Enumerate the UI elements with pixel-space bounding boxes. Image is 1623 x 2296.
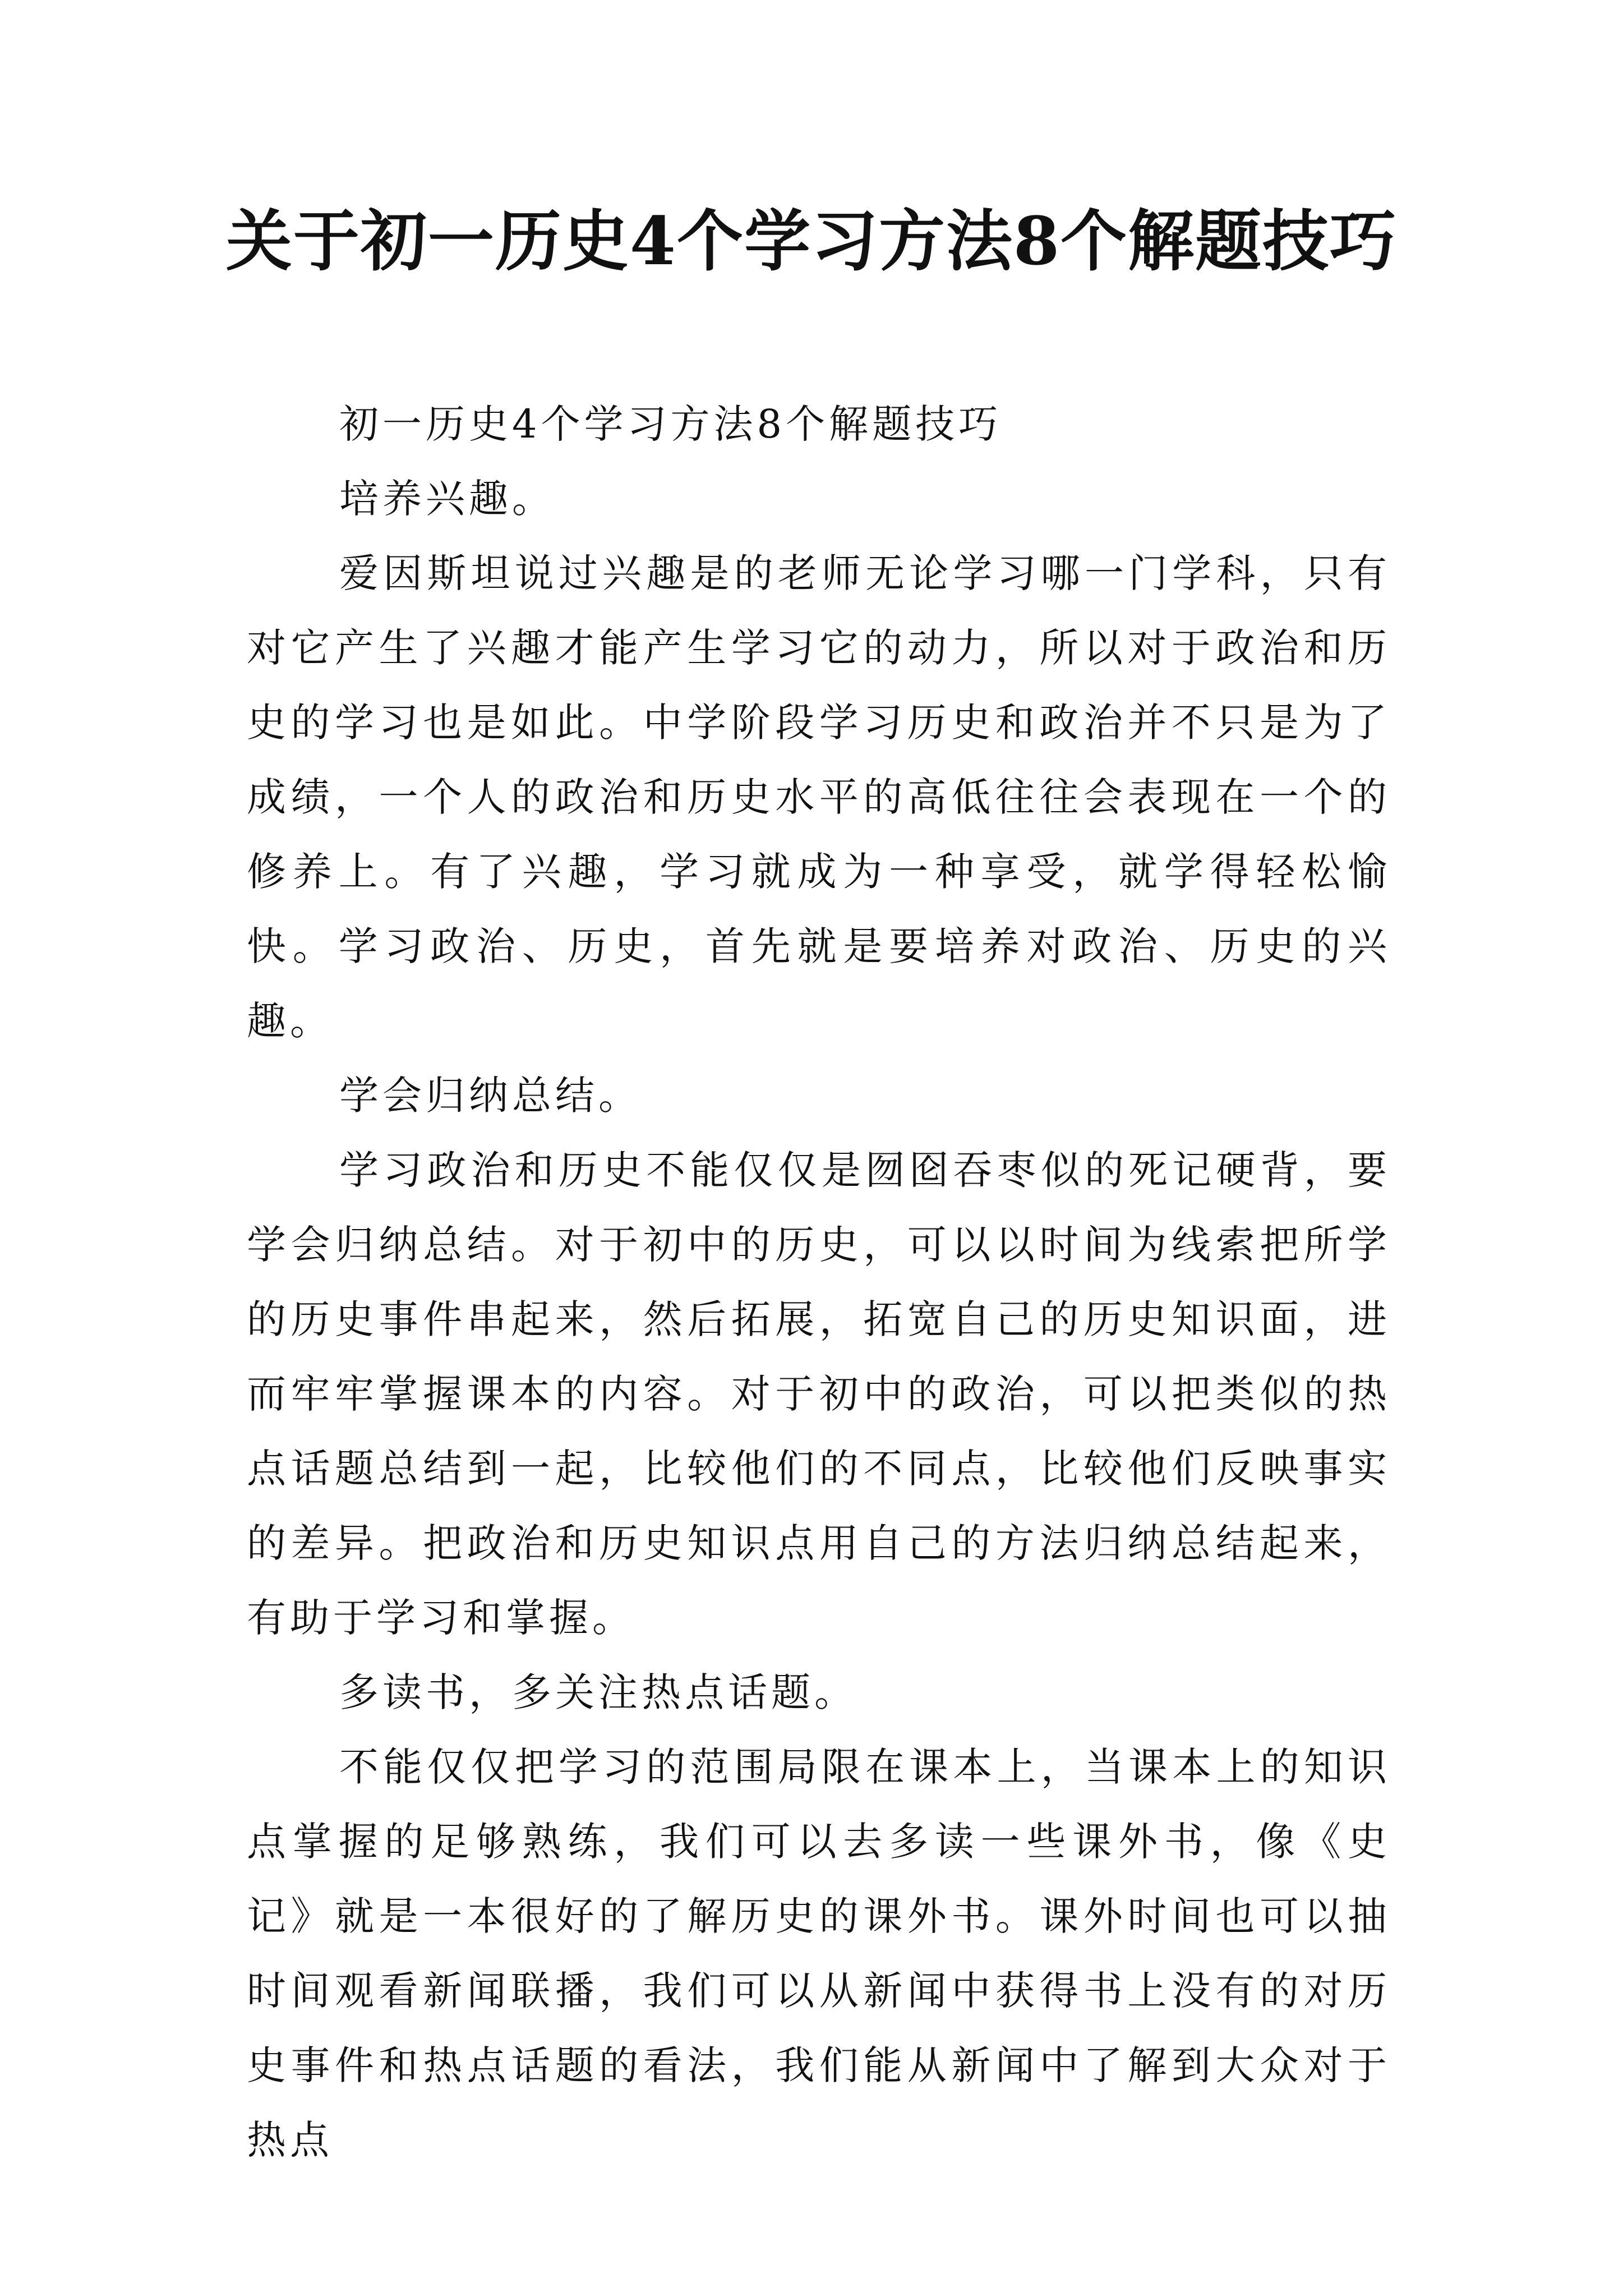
document-body [247, 387, 1391, 2178]
paragraph-summarize: 学习政治和历史不能仅仅是囫囵吞枣似的死记硬背，要学会归纳总结。对于初中的历史，可以以时间为线索把所学的历史事件串起来，然后拓展，拓宽自己的历史知识面，进而牢牢掌握课本的内容。对于初中的政治，可以把类似的热点话题总结到一起，比较他们的不同点，比较他们反映事实的差异。把政治和历史知识点用自己的方法归纳总结起来，有助于学习和掌握。 [247, 1147, 1391, 1641]
paragraph-interest: 爱因斯坦说过兴趣是的老师无论学习哪一门学科，只有对它产生了兴趣才能产生学习它的动力，所以对于政治和历史的学习也是如此。中学阶段学习历史和政治并不只是为了成绩，一个人的政治和历史水平的高低往往会表现在一个的修养上。有了兴趣，学习就成为一种享受，就学得轻松愉快。学习政治、历史，首先就是要培养对政治、历史的兴趣。 [247, 550, 1391, 1044]
section-heading-reading: 多读书，多关注热点话题。 [339, 1669, 857, 1715]
section-heading-interest: 培养兴趣。 [339, 476, 555, 522]
section-heading-summarize: 学会归纳总结。 [339, 1073, 642, 1119]
paragraph-reading: 不能仅仅把学习的范围局限在课本上，当课本上的知识点掌握的足够熟练，我们可以去多读一些课外书，像《史记》就是一本很好的了解历史的课外书。课外时间也可以抽时间观看新闻联播，我们可以从新闻中获得书上没有的对历史事件和热点话题的看法，我们能从新闻中了解到大众对于热点 [247, 1744, 1391, 2163]
subtitle-paragraph: 初一历史4个学习方法8个解题技巧 [339, 401, 1002, 447]
document-title: 关于初一历史4个学习方法8个解题技巧 [225, 202, 1398, 280]
